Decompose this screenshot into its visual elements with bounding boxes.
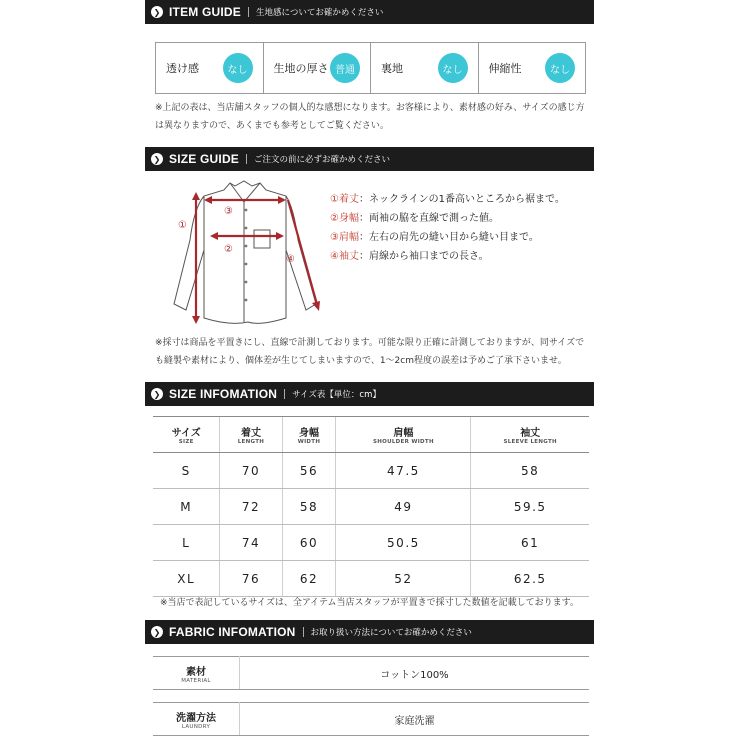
guide-cell-stretch: 伸縮性 なし <box>479 43 586 93</box>
size-table-header: サイズ SIZE 着丈 LENGTH 身幅 WIDTH 肩幅 SHOULDER WIDTH 袖丈 SLEEVE LENGTH <box>153 417 589 453</box>
legend-item: ②身幅：両袖の脇を直線で測った値。 <box>330 213 499 224</box>
size-guide-title: SIZE GUIDE <box>169 152 240 166</box>
shirt-measurement-diagram <box>160 180 330 328</box>
size-table <box>153 416 589 597</box>
guide-cell-thickness: 生地の厚さ 普通 <box>264 43 372 93</box>
guide-value-badge: なし <box>223 53 253 83</box>
size-info-title: SIZE INFOMATION <box>169 387 278 401</box>
item-guide-header <box>145 0 594 24</box>
guide-value-badge: なし <box>545 53 575 83</box>
legend-item: ④袖丈：肩線から袖口までの長さ。 <box>330 251 489 262</box>
chevron-right-icon: ❯ <box>151 153 163 165</box>
size-info-header <box>145 382 594 406</box>
size-info-subtitle: サイズ表【単位：cm】 <box>292 390 381 400</box>
item-guide-subtitle: 生地感についてお確かめください <box>256 8 384 18</box>
guide-cell-transparency: 透け感 なし <box>156 43 264 93</box>
size-info-note: ※当店で表記しているサイズは、全アイテム当店スタッフが平置きで採寸した数値を記載しております。 <box>160 598 579 608</box>
chevron-right-icon: ❯ <box>151 6 163 18</box>
guide-value-badge: 普通 <box>330 53 360 83</box>
fabric-info-subtitle: お取り扱い方法についてお確かめください <box>310 628 472 638</box>
item-guide-note: ※上記の表は、当店舗スタッフの個人的な感想になります。お客様により、素材感の好み、サイズの感じ方 は異なりますので、あくまでも参考としてご覧ください。 <box>155 103 585 131</box>
chevron-right-icon: ❯ <box>151 388 163 400</box>
fabric-info-header <box>145 620 594 644</box>
size-guide-subtitle: ご注文の前に必ずお確かめください <box>254 155 391 165</box>
table-row: L 74 60 50.5 61 <box>153 525 589 561</box>
marker-length: ① <box>178 220 187 231</box>
chevron-right-icon: ❯ <box>151 626 163 638</box>
marker-width: ② <box>224 244 233 255</box>
fabric-row-laundry: 洗濯方法 LAUNDRY 家庭洗濯 <box>153 703 589 736</box>
fabric-table <box>153 656 589 736</box>
marker-sleeve: ④ <box>286 254 295 265</box>
size-guide-header <box>145 147 594 171</box>
legend-item: ③肩幅：左右の肩先の縫い目から縫い目まで。 <box>330 232 539 243</box>
fabric-info-title: FABRIC INFOMATION <box>169 625 296 639</box>
size-legend <box>330 190 565 266</box>
table-row: M 72 58 49 59.5 <box>153 489 589 525</box>
item-guide-title: ITEM GUIDE <box>169 5 242 19</box>
legend-item: ①着丈：ネックラインの1番高いところから裾まで。 <box>330 194 565 205</box>
fabric-row-material: 素材 MATERIAL コットン100% <box>153 657 589 690</box>
guide-cell-lining: 裏地 なし <box>371 43 479 93</box>
size-guide-note: ※採寸は商品を平置きにし、直線で計測しております。可能な限り正確に計測しておりますが、同サイズで も縫製や素材により、個体差が生じてしまいますので、1〜2cm程度の誤差は予めご了承下さいませ。 <box>155 338 585 366</box>
item-guide-table <box>155 42 586 94</box>
table-row: S 70 56 47.5 58 <box>153 453 589 489</box>
table-row: XL 76 62 52 62.5 <box>153 561 589 597</box>
marker-shoulder: ③ <box>224 206 233 217</box>
guide-value-badge: なし <box>438 53 468 83</box>
